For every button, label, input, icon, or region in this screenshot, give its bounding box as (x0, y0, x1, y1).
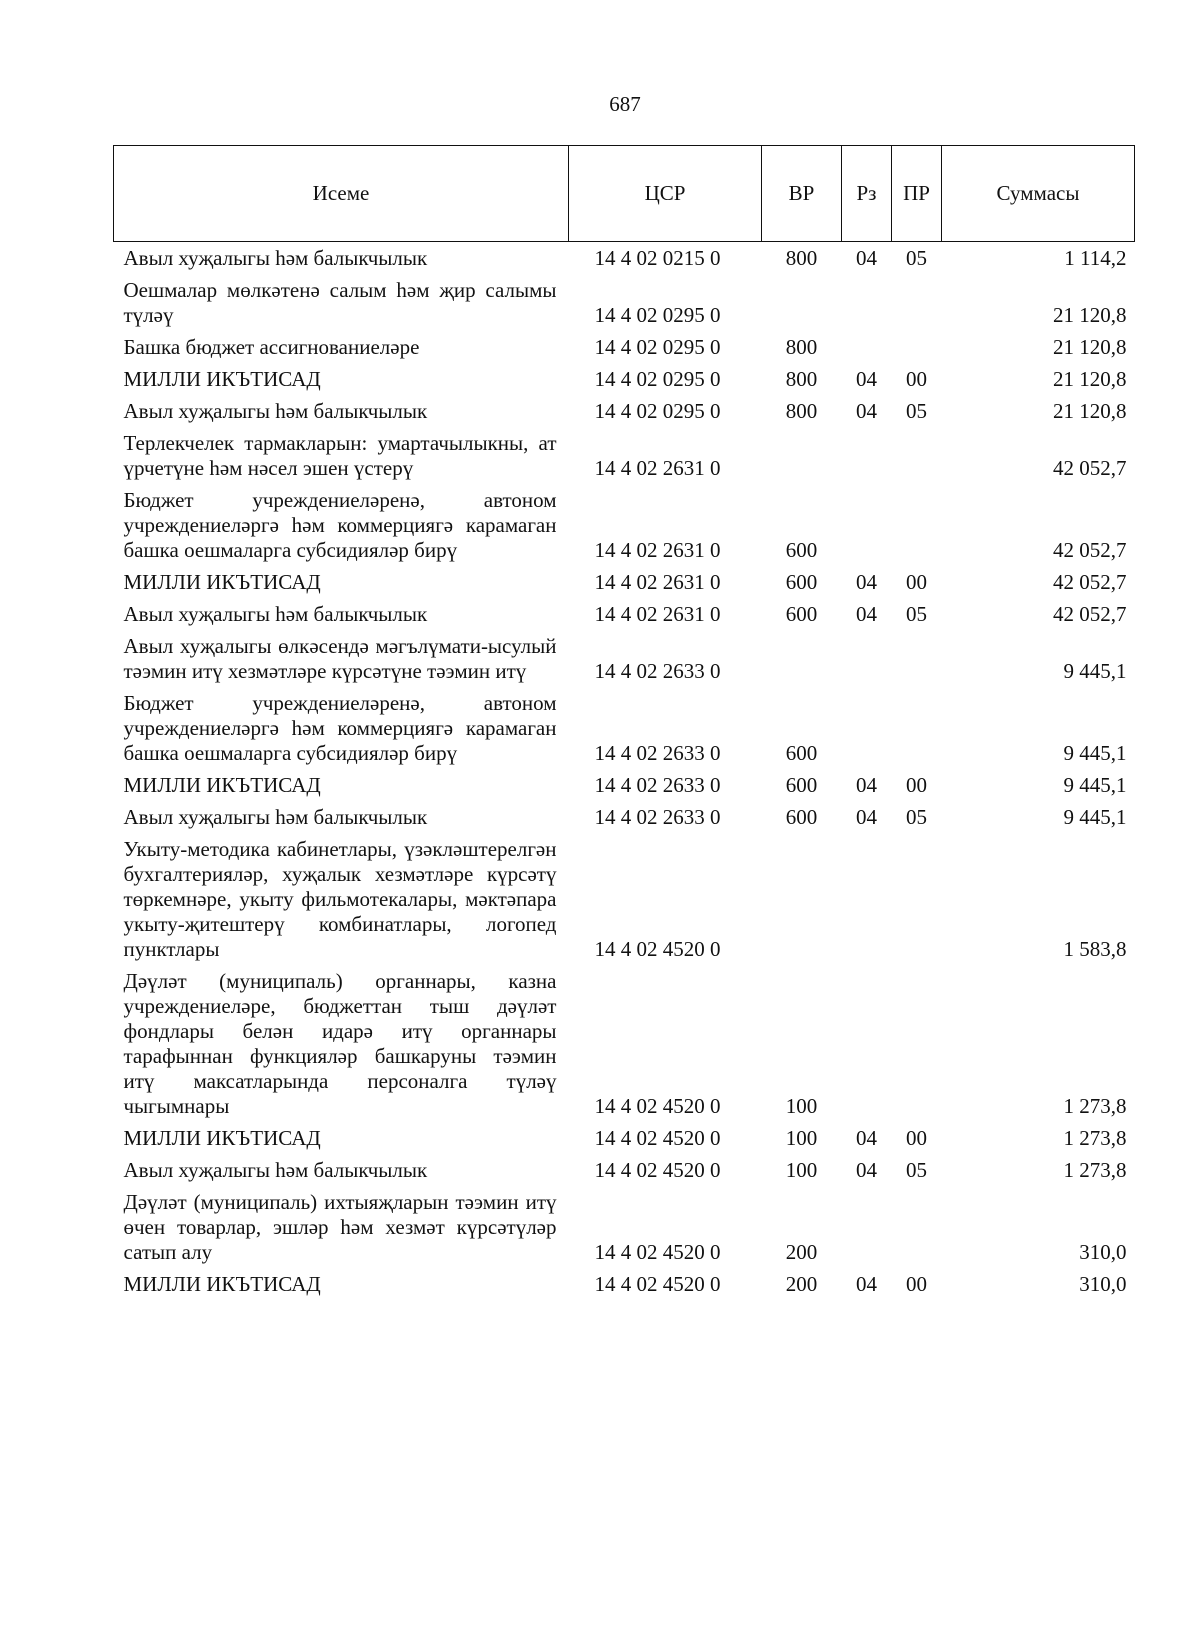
cell-pr: 00 (906, 367, 927, 391)
cell-vr (762, 427, 842, 484)
cell-csr: 14 4 02 2633 0 (594, 659, 721, 683)
table-row (114, 1122, 1135, 1154)
cell-name: МИЛЛИ ИКЪТИСАД (123, 1126, 321, 1150)
cell-csr: 14 4 02 4520 0 (594, 1272, 721, 1296)
cell-csr: 14 4 02 4520 0 (594, 1240, 721, 1264)
cell-rz (842, 630, 892, 687)
cell-csr: 14 4 02 0295 0 (594, 303, 721, 327)
table-row (114, 965, 1135, 1122)
cell-name: МИЛЛИ ИКЪТИСАД (123, 367, 321, 391)
cell-rz: 04 (856, 399, 877, 423)
cell-sum: 9 445,1 (1063, 773, 1127, 797)
cell-sum: 42 052,7 (1053, 456, 1127, 480)
cell-vr: 800 (785, 246, 818, 270)
cell-pr: 05 (906, 246, 927, 270)
cell-name: Авыл хуҗалыгы һәм балыкчылык (123, 1158, 428, 1182)
cell-sum: 42 052,7 (1053, 570, 1127, 594)
cell-rz (842, 274, 892, 331)
cell-vr (762, 630, 842, 687)
cell-pr: 00 (906, 773, 927, 797)
cell-sum: 42 052,7 (1053, 602, 1127, 626)
cell-pr: 05 (906, 805, 927, 829)
cell-vr (762, 274, 842, 331)
header-sum: Суммасы (942, 146, 1135, 242)
cell-rz (842, 484, 892, 566)
cell-sum: 310,0 (1079, 1272, 1127, 1296)
cell-sum: 9 445,1 (1063, 805, 1127, 829)
cell-sum: 1 583,8 (1063, 937, 1127, 961)
cell-name: Авыл хуҗалыгы һәм балыкчылык (123, 805, 428, 829)
cell-rz: 04 (856, 773, 877, 797)
cell-rz: 04 (856, 1158, 877, 1182)
table-row (114, 331, 1135, 363)
cell-sum: 21 120,8 (1053, 399, 1127, 423)
table-row (114, 274, 1135, 331)
cell-rz: 04 (856, 602, 877, 626)
cell-name: Башка бюджет ассигнованиеләре (123, 335, 420, 359)
cell-pr: 05 (906, 399, 927, 423)
cell-csr: 14 4 02 0295 0 (594, 399, 721, 423)
cell-csr: 14 4 02 0295 0 (594, 367, 721, 391)
cell-vr: 800 (785, 399, 818, 423)
cell-vr: 200 (785, 1272, 818, 1296)
cell-name: Укыту-методика кабинетлары, үзәкләштерелгән бухгалтерияләр, хуҗалык хезмәтләре күрсәтү төркемнәре, укыту фильмотекалары, мәктәпара укыту-җитештерү комбинатлары, логопед пунктлары (123, 837, 557, 961)
cell-csr: 14 4 02 4520 0 (594, 1094, 721, 1118)
cell-pr (892, 1186, 942, 1268)
table-row (114, 242, 1135, 275)
cell-vr: 600 (785, 538, 818, 562)
cell-rz: 04 (856, 246, 877, 270)
cell-sum: 21 120,8 (1053, 367, 1127, 391)
cell-vr: 100 (785, 1158, 818, 1182)
cell-rz (842, 331, 892, 363)
table-row (114, 395, 1135, 427)
cell-pr: 05 (906, 1158, 927, 1182)
cell-csr: 14 4 02 0215 0 (594, 246, 721, 270)
cell-vr: 600 (785, 602, 818, 626)
cell-vr: 800 (785, 367, 818, 391)
cell-csr: 14 4 02 2631 0 (594, 602, 721, 626)
cell-csr: 14 4 02 2633 0 (594, 805, 721, 829)
cell-pr (892, 687, 942, 769)
cell-csr: 14 4 02 2633 0 (594, 741, 721, 765)
table-row (114, 833, 1135, 965)
cell-csr: 14 4 02 4520 0 (594, 1158, 721, 1182)
header-row (114, 146, 1135, 242)
cell-name: Авыл хуҗалыгы һәм балыкчылык (123, 399, 428, 423)
cell-vr: 600 (785, 570, 818, 594)
header-rz: Рз (842, 146, 892, 242)
table-row (114, 630, 1135, 687)
table-body (114, 242, 1135, 1301)
cell-rz (842, 427, 892, 484)
cell-name: МИЛЛИ ИКЪТИСАД (123, 570, 321, 594)
cell-vr: 100 (785, 1126, 818, 1150)
cell-name: Дәүләт (муниципаль) органнары, казна учреждениеләре, бюджеттан тыш дәүләт фондлары белән идарә итү органнары тарафыннан функцияләр башкаруны тәэмин итү максатларында персоналга түләү чыгымнары (123, 969, 557, 1118)
cell-rz: 04 (856, 1272, 877, 1296)
cell-pr (892, 965, 942, 1122)
header-csr: ЦСР (569, 146, 762, 242)
header-vr: ВР (762, 146, 842, 242)
cell-pr: 00 (906, 1126, 927, 1150)
cell-rz: 04 (856, 1126, 877, 1150)
cell-vr: 600 (785, 773, 818, 797)
cell-rz (842, 1186, 892, 1268)
table-row (114, 598, 1135, 630)
cell-pr (892, 630, 942, 687)
cell-csr: 14 4 02 0295 0 (594, 335, 721, 359)
cell-sum: 1 273,8 (1063, 1158, 1127, 1182)
cell-sum: 1 273,8 (1063, 1126, 1127, 1150)
table-row (114, 1186, 1135, 1268)
cell-vr (762, 833, 842, 965)
cell-pr (892, 484, 942, 566)
cell-name: Авыл хуҗалыгы өлкәсендә мәгълүмати-ысулый тәэмин итү хезмәтләре күрсәтүне тәэмин итү (123, 634, 557, 683)
cell-name: Оешмалар мөлкәтенә салым һәм җир салымы түләү (123, 278, 557, 327)
table-row (114, 566, 1135, 598)
budget-table (113, 145, 1135, 1300)
header-pr: ПР (892, 146, 942, 242)
cell-rz: 04 (856, 570, 877, 594)
cell-name: Бюджет учреждениеләренә, автоном учреждениеләргә һәм коммерциягә карамаган башка оешмаларга субсидияләр бирү (123, 488, 557, 562)
cell-pr (892, 331, 942, 363)
cell-pr (892, 833, 942, 965)
cell-pr (892, 427, 942, 484)
table-row (114, 687, 1135, 769)
cell-name: МИЛЛИ ИКЪТИСАД (123, 1272, 321, 1296)
table-row (114, 427, 1135, 484)
cell-csr: 14 4 02 2633 0 (594, 773, 721, 797)
cell-sum: 1 273,8 (1063, 1094, 1127, 1118)
cell-pr (892, 274, 942, 331)
page-number: 687 (609, 92, 641, 116)
cell-csr: 14 4 02 4520 0 (594, 937, 721, 961)
cell-sum: 1 114,2 (1064, 246, 1127, 270)
cell-name: Бюджет учреждениеләренә, автоном учреждениеләргә һәм коммерциягә карамаган башка оешмаларга субсидияләр бирү (123, 691, 557, 765)
table-header (114, 146, 1135, 242)
cell-vr: 600 (785, 741, 818, 765)
cell-name: Авыл хуҗалыгы һәм балыкчылык (123, 246, 428, 270)
table-row (114, 1154, 1135, 1186)
cell-name: Дәүләт (муниципаль) ихтыяҗларын тәэмин итү өчен товарлар, эшләр һәм хезмәт күрсәтүләр сатып алу (123, 1190, 557, 1264)
cell-csr: 14 4 02 2631 0 (594, 456, 721, 480)
budget-table-container (113, 145, 1134, 1300)
cell-name: МИЛЛИ ИКЪТИСАД (123, 773, 321, 797)
header-name: Исеме (114, 146, 569, 242)
cell-pr: 00 (906, 1272, 927, 1296)
cell-vr: 200 (785, 1240, 818, 1264)
table-row (114, 769, 1135, 801)
cell-rz (842, 687, 892, 769)
cell-pr: 05 (906, 602, 927, 626)
cell-rz: 04 (856, 367, 877, 391)
cell-pr: 00 (906, 570, 927, 594)
table-row (114, 801, 1135, 833)
cell-csr: 14 4 02 4520 0 (594, 1126, 721, 1150)
cell-vr: 800 (785, 335, 818, 359)
table-row (114, 363, 1135, 395)
cell-sum: 42 052,7 (1053, 538, 1127, 562)
cell-name: Терлекчелек тармакларын: умартачылыкны, ат үрчетүне һәм нәсел эшен үстерү (123, 431, 557, 480)
cell-sum: 21 120,8 (1053, 303, 1127, 327)
cell-rz: 04 (856, 805, 877, 829)
cell-vr: 100 (785, 1094, 818, 1118)
table-row (114, 484, 1135, 566)
table-row (114, 1268, 1135, 1300)
cell-sum: 9 445,1 (1063, 659, 1127, 683)
cell-vr: 600 (785, 805, 818, 829)
cell-sum: 21 120,8 (1053, 335, 1127, 359)
cell-csr: 14 4 02 2631 0 (594, 538, 721, 562)
cell-sum: 9 445,1 (1063, 741, 1127, 765)
cell-name: Авыл хуҗалыгы һәм балыкчылык (123, 602, 428, 626)
cell-rz (842, 965, 892, 1122)
cell-rz (842, 833, 892, 965)
cell-csr: 14 4 02 2631 0 (594, 570, 721, 594)
cell-sum: 310,0 (1079, 1240, 1127, 1264)
